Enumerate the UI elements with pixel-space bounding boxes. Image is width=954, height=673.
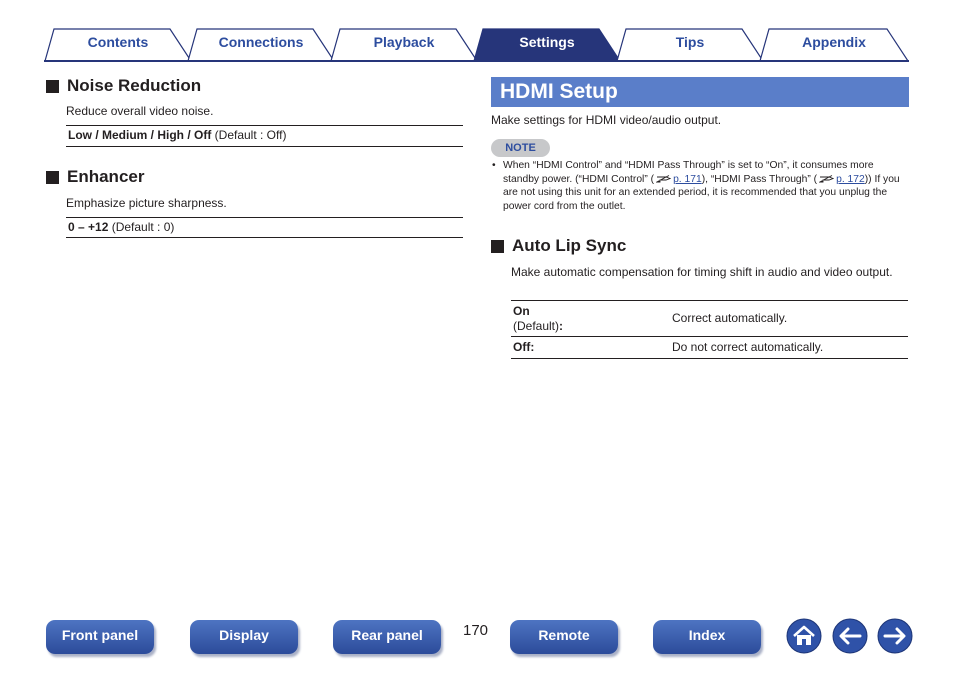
auto-lip-sync-description: Make automatic compensation for timing shift in audio and video output. bbox=[511, 265, 893, 279]
option-value: Correct automatically. bbox=[672, 311, 788, 325]
tab-tips[interactable] bbox=[616, 28, 764, 61]
enhancer-description: Emphasize picture sharpness. bbox=[66, 196, 227, 210]
noise-options-values: Low / Medium / High / Off bbox=[68, 128, 212, 142]
page-link-172[interactable]: p. 172 bbox=[836, 173, 865, 185]
tab-appendix[interactable] bbox=[759, 28, 909, 61]
note-body bbox=[503, 159, 903, 213]
hdmi-setup-intro: Make settings for HDMI video/audio output. bbox=[491, 113, 722, 127]
option-name: Off: bbox=[513, 340, 535, 354]
note-text-2: ), “HDMI Pass Through” ( bbox=[701, 173, 818, 185]
remote-button[interactable]: Remote bbox=[510, 620, 618, 654]
enhancer-heading bbox=[46, 167, 144, 187]
index-button[interactable]: Index bbox=[653, 620, 761, 654]
option-name: On bbox=[513, 304, 530, 318]
table-row bbox=[511, 336, 908, 359]
tab-label: Contents bbox=[87, 34, 149, 50]
note-bullet: • bbox=[492, 160, 496, 171]
tab-baseline bbox=[44, 60, 909, 62]
home-icon[interactable] bbox=[786, 618, 822, 654]
tab-label: Settings bbox=[519, 34, 575, 50]
noise-reduction-heading bbox=[46, 76, 201, 96]
tab-label: Tips bbox=[675, 34, 705, 50]
front-panel-button[interactable]: Front panel bbox=[46, 620, 154, 654]
pointing-hand-icon bbox=[819, 174, 834, 183]
auto-lip-sync-title: Auto Lip Sync bbox=[512, 236, 627, 255]
noise-reduction-description: Reduce overall video noise. bbox=[66, 104, 214, 118]
enhancer-title: Enhancer bbox=[67, 167, 145, 186]
tab-connections[interactable] bbox=[187, 28, 335, 61]
noise-reduction-title: Noise Reduction bbox=[67, 76, 202, 95]
noise-reduction-options bbox=[66, 125, 463, 147]
enhancer-options bbox=[66, 217, 463, 238]
note-text-3: )) If you are not using this unit for an extended period, it is recommended that you unplug the power cord from the outlet. bbox=[503, 173, 900, 212]
auto-lip-sync-heading bbox=[491, 236, 626, 256]
enhancer-options-default: (Default : 0) bbox=[108, 220, 175, 234]
note-text-1: When “HDMI Control” and “HDMI Pass Through” is set to “On”, it consumes more standby power. (“HDMI Control” ( bbox=[503, 160, 874, 185]
square-bullet-icon bbox=[46, 80, 59, 93]
option-value: Do not correct automatically. bbox=[672, 340, 824, 354]
option-name-cell bbox=[513, 304, 563, 334]
tab-label: Appendix bbox=[802, 34, 866, 50]
option-colon: : bbox=[559, 319, 564, 333]
square-bullet-icon bbox=[46, 171, 59, 184]
page-link-171[interactable]: p. 171 bbox=[673, 173, 702, 185]
forward-arrow-icon[interactable] bbox=[877, 618, 913, 654]
page-number: 170 bbox=[463, 622, 489, 639]
note-badge: NOTE bbox=[491, 139, 550, 157]
enhancer-options-values: 0 – +12 bbox=[68, 220, 109, 234]
noise-options-default: (Default : Off) bbox=[211, 128, 287, 142]
tab-label: Connections bbox=[218, 34, 304, 50]
tab-label: Playback bbox=[373, 34, 435, 50]
tab-settings[interactable] bbox=[473, 28, 621, 61]
option-default-label: (Default) bbox=[513, 319, 560, 333]
table-row bbox=[511, 300, 908, 336]
rear-panel-button[interactable]: Rear panel bbox=[333, 620, 441, 654]
tab-bar bbox=[44, 28, 909, 61]
back-arrow-icon[interactable] bbox=[832, 618, 868, 654]
display-button[interactable]: Display bbox=[190, 620, 298, 654]
hdmi-setup-banner: HDMI Setup bbox=[491, 77, 909, 107]
square-bullet-icon bbox=[491, 240, 504, 253]
tab-playback[interactable] bbox=[330, 28, 478, 61]
pointing-hand-icon bbox=[656, 174, 671, 183]
tab-contents[interactable] bbox=[44, 28, 192, 61]
